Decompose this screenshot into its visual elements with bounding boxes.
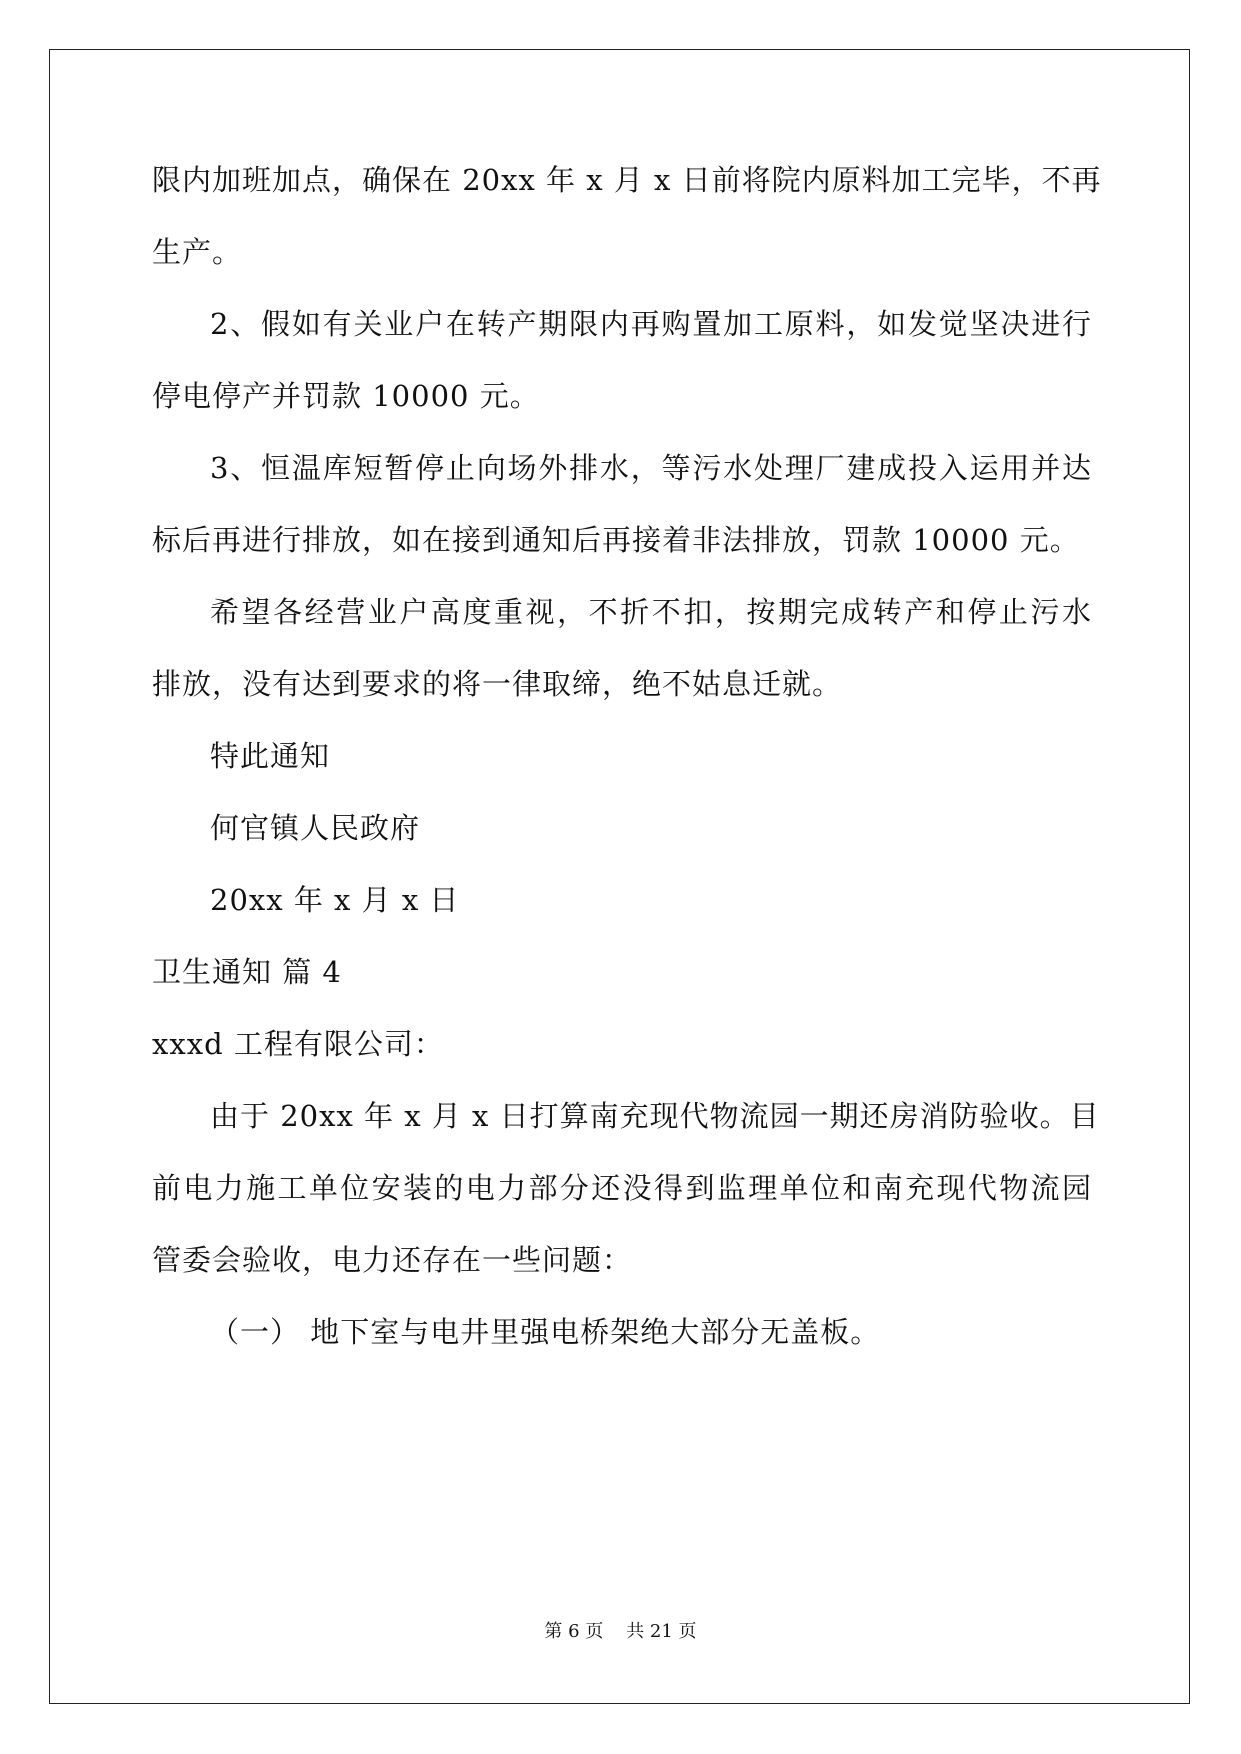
paragraph-line: 停电停产并罚款 10000 元。: [152, 379, 540, 413]
addressee: xxxd 工程有限公司：: [152, 1027, 444, 1061]
page-border: [49, 49, 1190, 1704]
paragraph-line: 生产。: [152, 235, 243, 269]
paragraph-line: 标后再进行排放，如在接到通知后再接着非法排放，罚款 10000 元。: [152, 523, 1080, 557]
list-item: （一） 地下室与电井里强电桥架绝大部分无盖板。: [210, 1315, 881, 1349]
closing-text: 特此通知: [210, 739, 331, 773]
paragraph-line: 前电力施工单位安装的电力部分还没得到监理单位和南充现代物流园: [152, 1171, 1092, 1205]
signature-date: 20xx 年 x 月 x 日: [210, 883, 460, 917]
paragraph-line: 限内加班加点，确保在 20xx 年 x 月 x 日前将院内原料加工完毕，不再: [152, 163, 1102, 197]
paragraph-line: 3、恒温库短暂停止向场外排水，等污水处理厂建成投入运用并达: [210, 451, 1092, 485]
signature-org: 何官镇人民政府: [210, 811, 421, 845]
paragraph-line: 管委会验收，电力还存在一些问题：: [152, 1243, 633, 1277]
paragraph-line: 2、假如有关业户在转产期限内再购置加工原料，如发觉坚决进行: [210, 307, 1092, 341]
section-heading: 卫生通知 篇 4: [152, 955, 342, 989]
page-number-footer: 第 6 页 共 21 页: [544, 1621, 697, 1642]
paragraph-line: 希望各经营业户高度重视，不折不扣，按期完成转产和停止污水: [210, 595, 1092, 629]
paragraph-line: 排放，没有达到要求的将一律取缔，绝不姑息迁就。: [152, 667, 843, 701]
paragraph-line: 由于 20xx 年 x 月 x 日打算南充现代物流园一期还房消防验收。目: [210, 1099, 1100, 1133]
